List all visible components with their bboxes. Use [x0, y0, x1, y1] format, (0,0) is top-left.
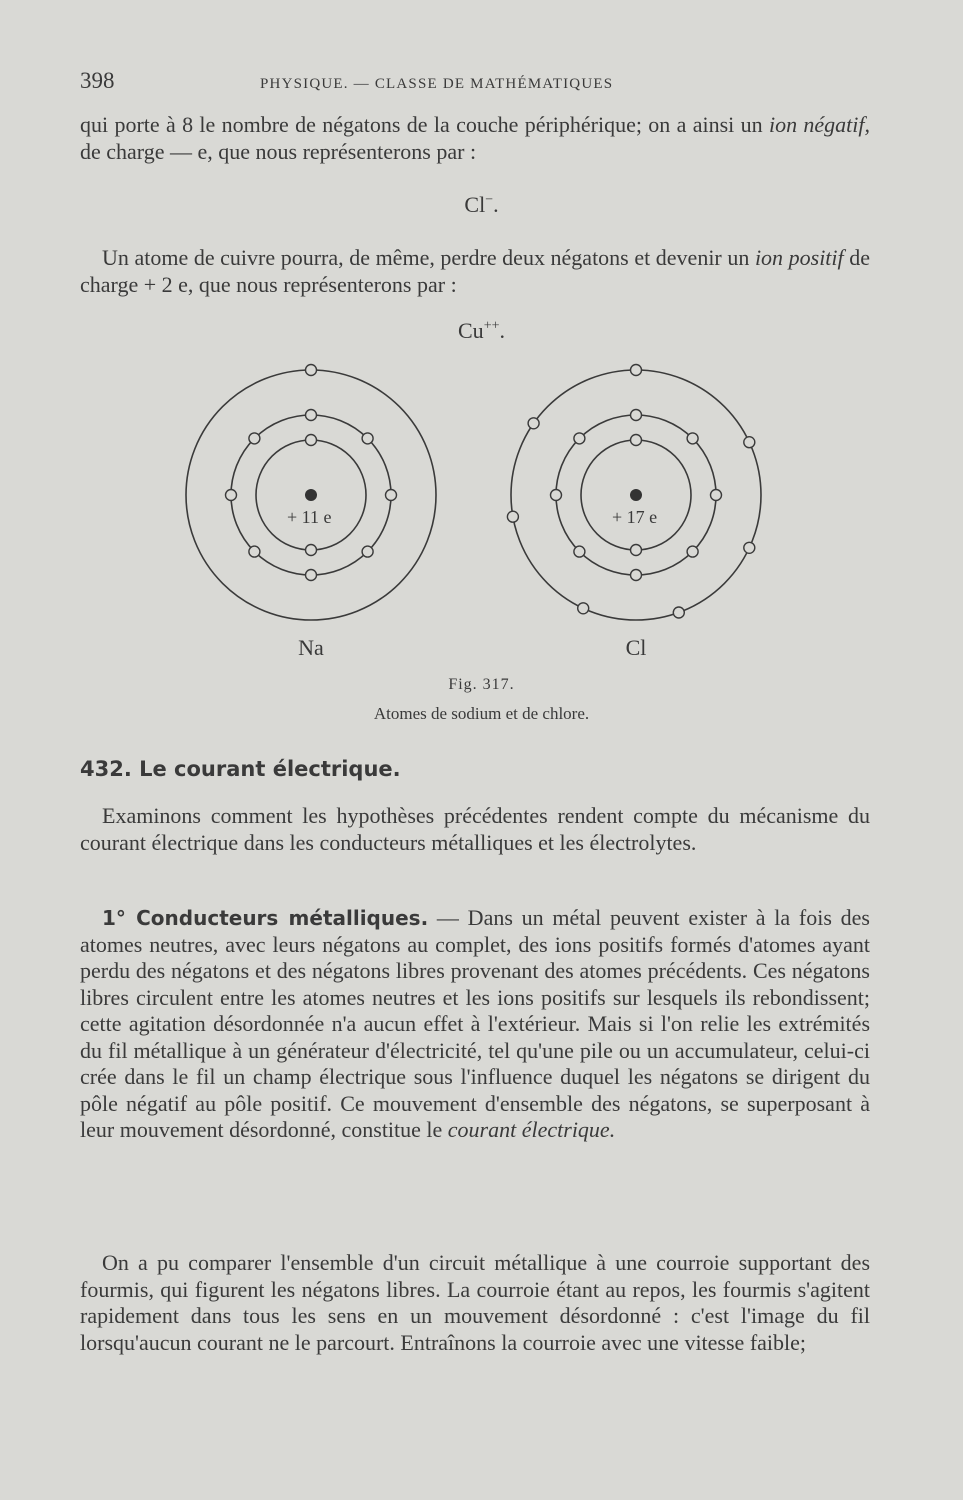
paragraph-text: Un atome de cuivre pourra, de même, perdre deux négatons et devenir un: [102, 245, 755, 270]
electron: [631, 570, 642, 581]
nucleus-charge-label: + 17 e: [612, 507, 658, 527]
atom-symbol: Cl: [625, 635, 647, 660]
electron: [386, 490, 397, 501]
paragraph-metallic-conductors: [80, 905, 870, 1144]
electron: [574, 546, 585, 557]
paragraph-text: de charge + 2 e, que nous représenterons par :: [80, 245, 871, 297]
electron: [744, 437, 755, 448]
paragraph-text: qui porte à 8 le nombre de négatons de la couche périphérique; on a ainsi un: [80, 112, 769, 137]
electron: [249, 546, 260, 557]
electrons: [226, 365, 397, 581]
atom-chlorine: [507, 365, 761, 661]
electron: [226, 490, 237, 501]
electron: [306, 545, 317, 556]
electron: [673, 607, 684, 618]
nucleus-charge-label: + 11 e: [287, 507, 332, 527]
figure-number: Fig. 317.: [448, 676, 515, 693]
formula-charge: ++: [483, 318, 500, 334]
italic-term: ion négatif,: [768, 112, 870, 137]
paragraph-text: — Dans un métal peuvent exister à la fois des atomes neutres, avec leurs négatons au complet, des ions positifs formés d'atomes ayant perdu des négatons et des négatons libres provenant des atomes précédents. Ces négatons libres circulent entre les atomes neutres et les ions positifs sur lesquels ils rebondissent; cette agitation désordonnée n'a aucun effet à l'extérieur. Mais si l'on relie les extrémités du fil métallique à un générateur d'électricité, tel qu'une pile ou un accumulateur, celui-ci crée dans le fil un champ électrique sous l'influence duquel les négatons se dirigent du pôle négatif au pôle positif. Ce mouvement d'ensemble des négatons, se superposant à leur mouvement désordonné, constitue le: [80, 905, 870, 1142]
formula-base: Cl: [464, 192, 486, 217]
nucleus: [630, 489, 642, 501]
electron: [744, 542, 755, 553]
paragraph-belt-analogy: On a pu comparer l'ensemble d'un circuit métallique à une courroie supportant des fourmis, qui figurent les négatons libres. La courroie étant au repos, les fourmis s'agitent rapidement dans tous les sens en un mouvement désordonné : c'est l'image du fil lorsqu'aucun courant ne le parcourt. Entraînons la courroie avec une vitesse faible;: [80, 1250, 870, 1355]
formula-base: Cu: [458, 318, 484, 343]
formula-charge: −: [485, 192, 494, 208]
electron: [574, 433, 585, 444]
formula-end: .: [499, 318, 505, 343]
atom-symbol: Na: [298, 635, 324, 660]
electron: [631, 435, 642, 446]
formula-copper-ion: [0, 318, 963, 344]
sub-heading: 1° Conducteurs métalliques.: [102, 906, 429, 930]
electron: [578, 603, 589, 614]
electron: [551, 490, 562, 501]
italic-term: courant électrique.: [447, 1117, 616, 1142]
paragraph-positive-ion: [80, 245, 870, 298]
electron: [711, 490, 722, 501]
electron: [306, 570, 317, 581]
page-number: 398: [80, 68, 115, 93]
electron: [249, 433, 260, 444]
electron: [306, 435, 317, 446]
electron: [306, 410, 317, 421]
electron: [631, 365, 642, 376]
figure-caption: Atomes de sodium et de chlore.: [373, 704, 590, 723]
nucleus: [305, 489, 317, 501]
formula-chloride-ion: [0, 192, 963, 218]
electron: [507, 511, 518, 522]
page-header: [80, 68, 873, 98]
electron: [528, 418, 539, 429]
electron: [687, 546, 698, 557]
italic-term: ion positif: [754, 245, 844, 270]
electron: [362, 546, 373, 557]
formula-end: .: [493, 192, 499, 217]
running-title: PHYSIQUE. — CLASSE DE MATHÉMATIQUES: [260, 76, 614, 92]
section-heading: 432. Le courant électrique.: [80, 757, 401, 781]
electron: [687, 433, 698, 444]
atom-diagram: [180, 360, 800, 680]
electron: [362, 433, 373, 444]
paragraph-negative-ion: [80, 112, 870, 165]
paragraph-text: de charge — e, que nous représenterons par :: [80, 138, 477, 164]
electron: [631, 545, 642, 556]
electron: [306, 365, 317, 376]
atom-sodium: [186, 365, 436, 661]
section-intro-paragraph: Examinons comment les hypothèses précédentes rendent compte du mécanisme du courant électrique dans les conducteurs métalliques et les électrolytes.: [80, 803, 870, 855]
electron: [631, 410, 642, 421]
